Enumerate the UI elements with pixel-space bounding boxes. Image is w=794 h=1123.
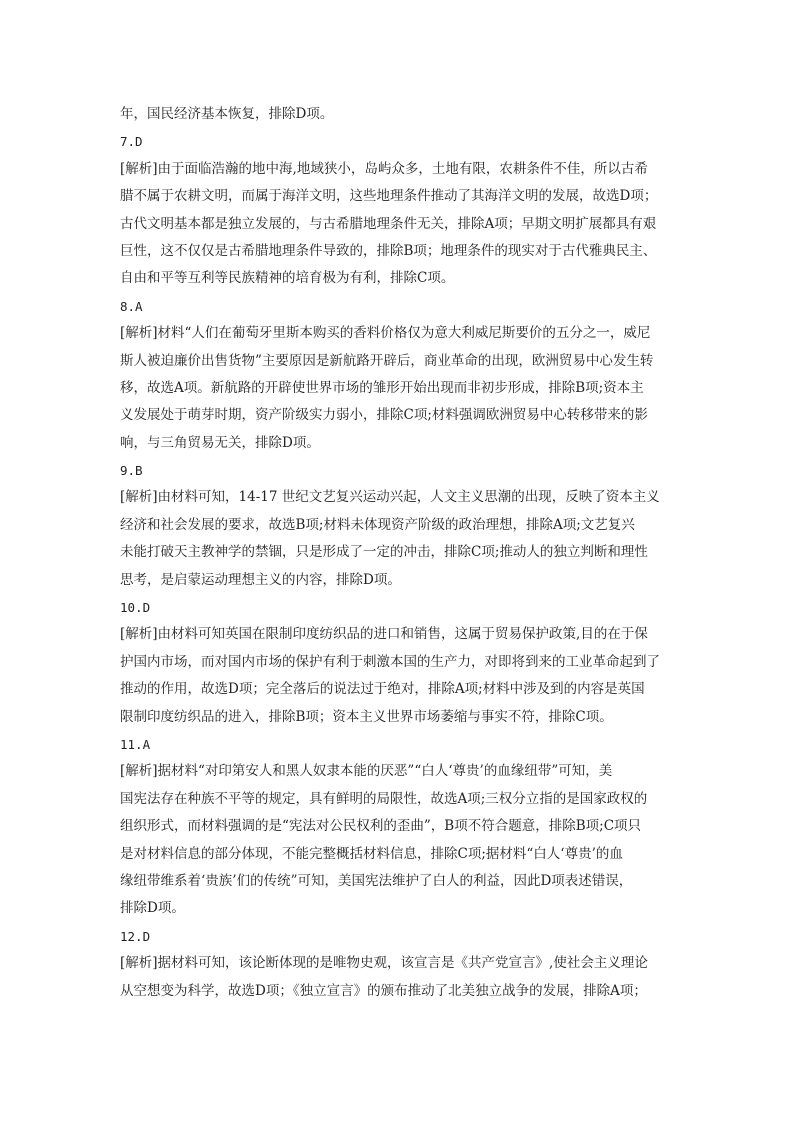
answer-key-line: 8.A (120, 298, 143, 314)
explanation-line: [解析]由材料可知英国在限制印度纺织品的进口和销售，这属于贸易保护政策,目的在于保 (120, 626, 648, 643)
explanation-line: 响，与三角贸易无关，排除D项。 (120, 434, 320, 451)
answer-key-line: 11.A (120, 736, 151, 752)
explanation-line: 腊不属于农耕文明，而属于海洋文明，这些地理条件推动了其海洋文明的发展，故选D项； (120, 188, 658, 205)
explanation-line: 自由和平等互利等民族精神的培育极为有利，排除C项。 (120, 270, 455, 287)
explanation-line: 护国内市场，而对国内市场的保护有利于刺激本国的生产力，对即将到来的工业革命起到了 (120, 653, 660, 670)
explanation-line: 排除D项。 (120, 900, 185, 917)
explanation-line: 限制印度纺织品的进入，排除B项；资本主义世界市场萎缩与事实不符，排除C项。 (120, 708, 613, 725)
answer-key-line: 12.D (120, 928, 151, 944)
answer-key-line: 10.D (120, 600, 151, 616)
explanation-line: 推动的作用，故选D项；完全落后的说法过于绝对，排除A项;材料中涉及到的内容是英国 (120, 681, 645, 698)
explanation-line: [解析]据材料可知，该论断体现的是唯物史观，该宣言是《共产党宣言》,使社会主义理论 (120, 955, 648, 972)
explanation-line: 巨性，这不仅仅是古希腊地理条件导致的，排除B项；地理条件的现实对于古代雅典民主、 (120, 242, 657, 259)
explanation-line: 思考，是启蒙运动理想主义的内容，排除D项。 (120, 571, 401, 588)
explanation-line: 组织形式，而材料强调的是“宪法对公民权利的歪曲”，B项不符合题意，排除B项;C项只 (120, 818, 642, 835)
explanation-line: 斯人被迫廉价出售货物”主要原因是新航路开辟后，商业革命的出现，欧洲贸易中心发生转 (120, 352, 654, 369)
explanation-line: 国宪法存在种族不平等的规定，具有鲜明的局限性，故选A项;三权分立指的是国家政权的 (120, 790, 648, 807)
explanation-line: [解析]由材料可知，14-17 世纪文艺复兴运动兴起，人文主义思潮的出现，反映了资本主义 (120, 489, 660, 506)
explanation-line: [解析]据材料“对印第安人和黑人奴隶本能的厌恶”“白人‘尊贵’的血缘纽带”可知，美 (120, 763, 613, 780)
explanation-line: 经济和社会发展的要求，故选B项;材料未体现资产阶级的政治理想，排除A项;文艺复兴 (120, 516, 635, 533)
answer-key-line: 7.D (120, 134, 143, 150)
explanation-line: [解析]材料“人们在葡萄牙里斯本购买的香料价格仅为意大利威尼斯要价的五分之一，威尼 (120, 325, 651, 342)
explanation-line: 年，国民经济基本恢复，排除D项。 (120, 106, 334, 122)
explanation-line: 移，故选A项。新航路的开辟使世界市场的雏形开始出现而非初步形成，排除B项;资本主 (120, 379, 644, 396)
explanation-line: [解析]由于面临浩瀚的地中海,地域狭小，岛屿众多，土地有限，农耕条件不佳，所以古希 (120, 160, 648, 177)
explanation-line: 义发展处于萌芽时期，资产阶级实力弱小，排除C项;材料强调欧洲贸易中心转移带来的影 (120, 407, 648, 424)
explanation-line: 古代文明基本都是独立发展的，与古希腊地理条件无关，排除A项；早期文明扩展都具有艰 (120, 215, 657, 232)
explanation-line: 从空想变为科学，故选D项；《独立宣言》的颁布推动了北美独立战争的发展，排除A项； (120, 982, 647, 999)
explanation-line: 是对材料信息的部分体现，不能完整概括材料信息，排除C项;据材料“白人‘尊贵’的血 (120, 845, 623, 862)
explanation-line: 缘纽带维系着‘贵族’们的传统”可知，美国宪法维护了白人的利益，因此D项表述错误， (120, 872, 633, 889)
answer-key-line: 9.B (120, 463, 143, 479)
document-page (120, 101, 682, 1005)
explanation-line: 未能打破天主教神学的禁锢，只是形成了一定的冲击，排除C项;推动人的独立判断和理性 (120, 544, 648, 561)
